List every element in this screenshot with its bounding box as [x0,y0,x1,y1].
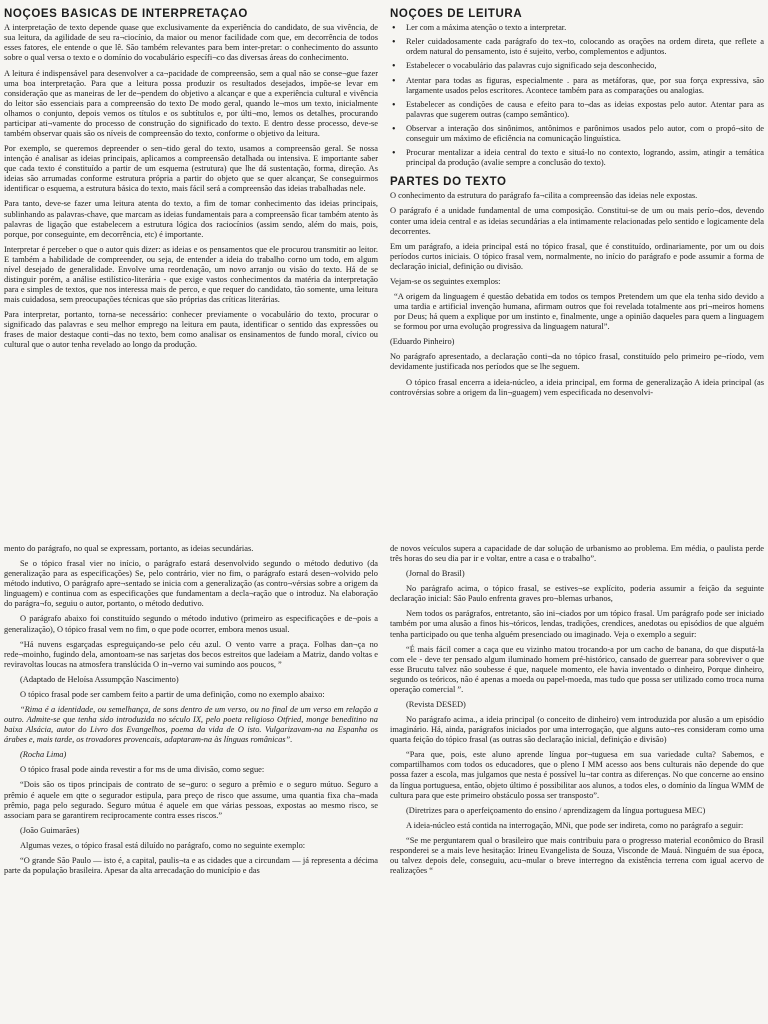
paragraph: Se o tópico frasal vier no início, o parágrafo estará desenvolvido segundo o método dedutivo (da generalização para as especificações) Se, pelo contrário, vier no fim, o parágrafo estará desen¬volvido pelo método indutivo, O parágrafo apre¬sentado se inicia com a generalização (as contro¬vérsias sobre a origem da linguagem) e continua com as especificações que fundamentam a decla¬ração que o introduz. Na elaboração do parágra¬fo, seguiu o autor, portanto, o método dedutivo. [4,559,378,609]
column-top-left [4,8,378,536]
list-item: • Reler cuidadosamente cada parágrafo do tex¬to, colocando as orações na ordem direta, que reflete a ordem natural do pensamento, isto é sujeito, verbo, complementos e adjuntos. [390,37,764,57]
citation: (Diretrizes para o aperfeiçoamento do ensino / aprendizagem da língua portuguesa MEC) [406,805,706,815]
paragraph: O tópico frasal pode ser cambem feito a partir de uma definição, como no exemplo abaixo: [20,689,325,699]
paragraph: No parágrafo acima., a ideia principal (o conceito de dinheiro) vem introduzida por alusão a um episódio imaginário. Há, ainda, parágrafos iniciados por uma interrogação, que alguns auto¬res consideram como uma quarta feição do tópico frasal (as outras são declaração inicial, definição e divisão) [390,715,764,745]
quote-paragraph: “Dois são os tipos principais de contrato de se¬guro: o seguro a prêmio e o seguro mútuo. Seguro a prêmio é aquele em qtte o segurador estipula, para preço de risco que assume, uma quantia fixa cha¬mada prêmio, paga pelo segurado. Seguro mútua é aquele em que várias pessoas, expostas ao mesmo risco, se associam para se garantirem reciprocamente contra esses riscos.” [4,780,378,820]
quote-paragraph: “Há nuvens esgarçadas espreguiçando-se pelo céu azul. O vento varre a praça. Folhas dan¬ça no rede¬moinho, fugindo dela, amontoam-se nas sarjetas dos becos estreitos que ladeiam a Matriz, dando voltas e reviravoltas loucas na atmosfera translúcida O in¬verno vai sumindo aos poucos, ” [4,639,378,669]
paragraph: No parágrafo apresentado, a declaração conti¬da no tópico frasal, constituído pelo primeiro pe¬ríodo, vem devidamente justificada nos períodos que se lhe seguem. [390,352,764,372]
paragraph: Algumas vezes, o tópico frasal está diluído no parágrafo, como no seguinte exemplo: [20,840,306,850]
paragraph: O parágrafo abaixo foi constituído segundo o método indutivo (primeiro as especificações e de¬pois a generalização), O tópico frasal vem no fim, o que pode ocorrer, embora menos usual. [4,614,378,634]
paragraph: Nem todos os parágrafos, entretanto, são ini¬ciados por um tópico frasal. Um parágrafo pode ser iniciado também por uma alusão a finos his¬tóricos, lendas, tradições, crendices, anedotas ou episódios de que alguém tenha participado ou que tenha alguém presenciado ou imaginado. Veja o exemplo a seguir: [390,609,764,639]
heading-partes-do-texto: PARTES DO TEXTO [390,176,507,189]
paragraph: O tópico frasal pode ainda revestir a for ms de uma divisão, como segue: [20,765,265,775]
paragraph: Vejam-se os seguintes exemplos: [390,276,501,286]
list-item: • Atentar para todas as figuras, especialmente . para as metáforas, que, por sua força expressiva, são largamente usados pelos escritores. Acontece também para as comparações ou analogias. [390,76,764,96]
quote-paragraph: “O grande São Paulo — isto é, a capital, paulis¬ta e as cidades que a circundam — já representa a décima parte da população brasileira. Apesar da alta arrecadação do município e das [4,855,378,876]
paragraph: de novos veículos supera a capacidade de dar solução de urbanismo ao problema. Em média, o paulista perde três horas do seu dia par ir e voltar, entre a casa e o trabalho”. [390,544,764,564]
citation: (Eduardo Pinheiro) [390,337,455,347]
paragraph: Para tanto, deve-se fazer uma leitura atenta do texto, a fim de tomar conhecimento das ideias principais, sublinhando as palavras-chave, que marcam as ideias fundamentais para a compreensão ficar também atento às palavras de ligação que estabelecem a estrutura lógica dos raciocínios (assim sendo, além do mais, pois, porque, por conseguinte, em decorrência, etc) é importante. [4,199,378,239]
column-top-right [390,8,764,536]
list-item: • Procurar mentalizar a ideia central do texto e situá-lo no contexto, logrando, assim, atingir a temática principal da produção (avalie sempre a conclusão do texto). [390,148,764,168]
paragraph: O conhecimento da estrutura do parágrafo fa¬cilita a compreensão das ideias nele expostas. [390,191,698,201]
column-bottom-right [390,544,764,1024]
paragraph: Em um parágrafo, a ideia principal está no tópico frasal, que é constituído, ordinariamente, por um ou dois períodos curtos iniciais. O tópico frasal vem, normalmente, no início do parágrafo e pode assumir a forma de declaração inicial, definição ou divisão. [390,241,764,271]
heading-nocoes-de-leitura: NOÇÕES DE LEITURA [390,8,523,20]
bullet-list [390,23,764,168]
paragraph: A leitura é indispensável para desenvolver a ca¬pacidade de compreensão, sem a qual não se conse¬gue fazer uma boa interpretação. Para que a leitura possa produzir os resultados desejados, impõe-se levar em consideração que as maneiras de ler de¬pendem do objetivo a alcançar e que a experiência cultural e vivência do leitor são essenciais para a compreensão do texto De modo geral, quando le¬mos um texto, inicialmente olhamos o conjunto, depois vemos os títulos e os subtítulos e, por últi¬mo, lemos os detalhes, procurando participar ati¬vamente do processo de construção do significado do texto. E dentro desse processo, deve-se também observar quais são os níveis de compreensão do texto, conforme o objetivo da leitura. [4,68,378,138]
quote-paragraph: “A origem da linguagem é questão debatida em todos os tempos Pretendem um que ela tenha sido devido a uma tardia e artificial invenção humana, afirmam outros que foi revelada totalmente aos pri¬meiros homens por Deus; há quem a explique por um instinto e, finalmente, unge a opinião daqueles para quem a linguagem se formou por urna evolução progressiva da linguagem natural”. [394,292,764,332]
citation: (Adaptado de Heloísa Assumpção Nascimento) [20,674,179,684]
paragraph: Para interpretar, portanto, torna-se necessário: conhecer previamente o vocabulário do texto, procurar o significado das palavras e seu melhor emprego na leitura em pauta, identificar o sentido das expressões ou frases de maior destaque conti¬das no texto, bem como analisar os ensinamentos de fundo moral, cívico ou cultural que o autor tenha revelado ao longo da produção. [4,310,378,350]
list-item: • Observar a interação dos sinônimos, antônimos e parônimos usados pelo autor, com o propó¬sito de conseguir um máximo de eficiência na comunicação linguística. [390,124,764,144]
paragraph: mento do parágrafo, no qual se expressam, portanto, as ideias secundárias. [4,544,254,553]
citation: (Rocha Lima) [20,750,67,760]
paragraph: O tópico frasal encerra a ideia-núcleo, a ideia principal, em forma de generalização A ideia principal (as controvérsias sobre a origem da lin¬guagem) vem especificada no desenvolvi- [390,377,764,397]
list-item: • Estabelecer o vocabulário das palavras cujo significado seja desconhecido, [390,61,764,71]
quote-paragraph: “Rima é a identidade, ou semelhança, de sons dentro de um verso, ou no final de um verso em relação a outro. Admite-se que tenha sido introduzida no século IX, pelo poeta religioso Otfried, monge beneditino na baixa Alsácia, autor do Livro dos Evangelhos, poema da vida de O isto. Vulgarizavam-na na Espanha os árabes e, mais tarde, os trovadores provencais, adaptaram-na às línguas românicas”. [4,705,378,745]
quote-paragraph: “Se me perguntarem qual o brasileiro que mais contribuiu para o progresso material econômico do Brasil responderei se a mais leve hesitação: Irineu Evangelista de Souza, Visconde de Mauá. Ninguém de sua época, ou talvez depois dele, conseguiu, acu¬mular o breve interregno da existência terrena com igual acervo de realizações “ [390,835,764,876]
list-item: • Estabelecer as condições de causa e efeito para to¬das as ideias expostas pelo autor. Atentar para as palavras que sugerem outras (campo semântico). [390,100,764,120]
paragraph: Por exemplo, se queremos depreender o sen¬tido geral do texto, usamos a compreensão geral. Se nossa intenção é analisar as ideias principais, aplicamos a compreensão detalhada ou intensiva. E importante saber que cada texto é constituído a partir de um esquema (estrutura) que lhe dá sustentação, forma, direção. As ideias são arrumadas conforme estrutura própria a partir do objeto que se quer alcançar, Se conseguirmos identificar o esquema, a estrutura básica do texto, mais fácil será a compreensão das ideias trabalhadas nele. [4,144,378,194]
paragraph: O parágrafo é a unidade fundamental de uma composição. Constitui-se de um ou mais perío¬dos, devendo conter uma ideia central e as ideias secundárias a ela intimamente relacionadas pelo sentido e logicamente dela decorrentes. [390,206,764,236]
quote-paragraph: “Para que, pois, este aluno aprende língua por¬tuguesa em sua variedade culta? Sabemos, e compartilhamos com todos os educadores, que o pleno I MM acesso aos bens culturais não depende do que possa fazer a escola, mas julgamos que nesta é possível lu¬tar contra as diferenças. No que concerne ao ensino da língua portuguesa, então, objeto último é possibilitar aos alunos, a todos eles, o domínio da língua WMM de cultura para que este primeiro obstáculo possa ser transposto”. [390,750,764,800]
column-bottom-left [4,544,378,1024]
list-item: • Ler com a máxima atenção o texto a interpretar. [390,23,764,33]
citation: (João Guimarães) [20,825,80,835]
paragraph: Interpretar é perceber o que o autor quis dizer: as ideias e os pensamentos que ele procurou transmitir ao leitor. E também a habilidade de compreender, ou seja, de entender a ideia do trabalho corno um todo, em algum nível desejado de generalidade. Envolve uma reordenação, um novo arranjo ou visão do texto. Há de se distinguir porém, a análise estilístico-literária - que exige vastos conhecimentos da matéria da interpretação para e simples de textos, que nos interessa mais de perco, e que requer do candidato, tão somente, uma leitura mais cuidadosa, sem preocupações técnicas que são próprias das críticas literárias. [4,244,378,305]
quote-paragraph: “É mais fácil comer a caça que eu vizinho matou trocando-a por um cacho de banana, do que disputá-la com ele - deve ter pensado algum iluminado homem pré-histórico, cansado de guerrear para sobreviver o que esse Brucutu talvez não soubesse é que, naquele momento, ele havia inventado o dinheiro, Porque dinheiro, segundo os teóricos, não é apenas a moeda ou papel-moeda, mas tudo que possa ser utilizado como troca numa operação comercial ”. [390,644,764,694]
paragraph: A interpretação de texto depende quase que exclusivamente da experiência do candidato, de sua vivência, de sua leitura, da agilidade de seu ra¬ciocínio, da maior ou menor facilidade com que, em decorrência de todos esses fatores, ele entende o que lê. São também relevantes para bem inter-pretar: o conhecimento do assunto sobre o qual versa o texto e o domínio do vocabulário específi¬co das diversas áreas do conhecimento. [4,23,378,63]
citation: (Revista DESED) [406,700,466,710]
heading-nocoes-basicas: NOÇÕES BÁSICAS DE INTERPRETAÇÃO [4,8,248,20]
paragraph: No parágrafo acima, o tópico frasal, se estives¬se explícito, poderia assumir a feição da seguinte declaração inicial: São Paulo enfrenta graves pro¬blemas urbanos, [390,584,764,604]
citation: (Jornal do Brasil) [406,569,465,579]
paragraph: A ideia-núcleo está contida na interrogação, MNi, que pode ser indireta, como no parágrafo a seguir: [406,820,744,830]
